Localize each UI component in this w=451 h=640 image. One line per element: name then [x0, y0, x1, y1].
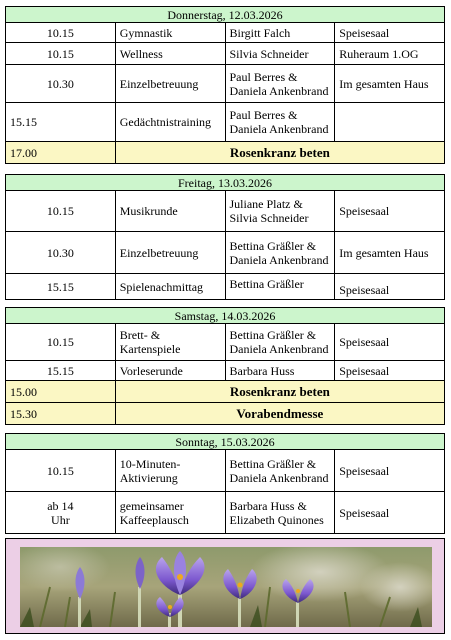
- table-row: [6, 23, 445, 43]
- table-row: [6, 324, 445, 361]
- table-row: [6, 232, 445, 274]
- location-cell: Speisesaal: [335, 361, 445, 381]
- schedule-day-saturday: [5, 307, 445, 425]
- location-cell: [335, 103, 445, 142]
- person-cell: Bettina Gräßler: [225, 274, 335, 300]
- crocus-photo: [20, 547, 432, 627]
- activity-cell: Wellness: [115, 43, 225, 65]
- person-cell: [225, 65, 335, 103]
- time-cell: 15.15: [6, 274, 116, 300]
- activity-line: Kaffeeplausch: [119, 512, 189, 527]
- time-line: Uhr: [51, 512, 70, 527]
- event-label: Vorabendmesse: [115, 403, 444, 425]
- person-line: Bettina Gräßler &: [229, 238, 317, 253]
- time-cell: 10.15: [6, 324, 116, 361]
- time-cell: [6, 492, 116, 534]
- location-cell: Ruheraum 1.OG: [335, 43, 445, 65]
- person-line: Barbara Huss &: [229, 498, 307, 513]
- location-cell: Speisesaal: [335, 191, 445, 232]
- table-row: [6, 43, 445, 65]
- table-row: [6, 361, 445, 381]
- activity-cell: Einzelbetreuung: [115, 232, 225, 274]
- activity-cell: Gymnastik: [115, 23, 225, 43]
- time-cell: 10.30: [6, 232, 116, 274]
- time-cell: 10.15: [6, 23, 116, 43]
- schedule-day-sunday: [5, 433, 445, 534]
- schedule-day-friday: [5, 174, 445, 300]
- day-header: Freitag, 13.03.2026: [6, 175, 445, 191]
- time-cell: 10.15: [6, 43, 116, 65]
- person-line: Paul Berres &: [229, 69, 298, 84]
- person-line: Daniela Ankenbrand: [229, 252, 329, 267]
- person-cell: [225, 450, 335, 492]
- event-label: Rosenkranz beten: [115, 142, 444, 164]
- person-cell: [225, 103, 335, 142]
- person-cell: [225, 232, 335, 274]
- time-line: ab 14: [47, 498, 74, 513]
- person-cell: [225, 492, 335, 534]
- location-cell: Speisesaal: [335, 450, 445, 492]
- table-row: [6, 492, 445, 534]
- activity-cell: Vorleserunde: [115, 361, 225, 381]
- table-row: [6, 191, 445, 232]
- activity-line: Aktivierung: [119, 470, 178, 485]
- table-row: [6, 274, 445, 300]
- activity-cell: Gedächtnistraining: [115, 103, 225, 142]
- person-line: Bettina Gräßler &: [229, 456, 317, 471]
- activity-line: gemeinsamer: [119, 498, 184, 513]
- person-cell: [225, 191, 335, 232]
- activity-cell: Einzelbetreuung: [115, 65, 225, 103]
- time-cell: 10.30: [6, 65, 116, 103]
- activity-cell: Brett- & Kartenspiele: [115, 324, 225, 361]
- highlight-row: [6, 381, 445, 403]
- time-cell: 17.00: [6, 142, 116, 164]
- person-cell: Silvia Schneider: [225, 43, 335, 65]
- time-cell: 10.15: [6, 450, 116, 492]
- activity-cell: [115, 492, 225, 534]
- person-line: Paul Berres &: [229, 108, 298, 122]
- person-line: Daniela Ankenbrand: [229, 122, 329, 136]
- time-cell: 15.15: [6, 103, 116, 142]
- person-line: Juliane Platz &: [229, 197, 303, 211]
- event-label: Rosenkranz beten: [115, 381, 444, 403]
- table-row: [6, 103, 445, 142]
- highlight-row: [6, 403, 445, 425]
- crocus-illustration: [20, 547, 432, 627]
- day-header: Samstag, 14.03.2026: [6, 308, 445, 324]
- location-cell: Im gesamten Haus: [335, 232, 445, 274]
- time-cell: 15.00: [6, 381, 116, 403]
- person-line: Daniela Ankenbrand: [229, 342, 329, 356]
- person-cell: Birgitt Falch: [225, 23, 335, 43]
- person-cell: [225, 324, 335, 361]
- person-cell: Barbara Huss: [225, 361, 335, 381]
- person-line: Bettina Gräßler &: [229, 328, 317, 342]
- highlight-row: [6, 142, 445, 164]
- person-line: Daniela Ankenbrand: [229, 83, 329, 98]
- location-cell: Im gesamten Haus: [335, 65, 445, 103]
- day-header: Donnerstag, 12.03.2026: [6, 7, 445, 23]
- person-line: Elizabeth Quinones: [229, 512, 324, 527]
- table-row: [6, 65, 445, 103]
- activity-cell: [115, 450, 225, 492]
- location-cell: Speisesaal: [335, 324, 445, 361]
- location-cell: Speisesaal: [335, 274, 445, 300]
- location-cell: Speisesaal: [335, 23, 445, 43]
- schedule-day-thursday: [5, 6, 445, 164]
- photo-frame: [5, 538, 445, 634]
- time-cell: 15.15: [6, 361, 116, 381]
- activity-cell: Musikrunde: [115, 191, 225, 232]
- time-cell: 15.30: [6, 403, 116, 425]
- person-line: Silvia Schneider: [229, 211, 309, 225]
- day-header: Sonntag, 15.03.2026: [6, 434, 445, 450]
- time-cell: 10.15: [6, 191, 116, 232]
- location-cell: Speisesaal: [335, 492, 445, 534]
- activity-line: 10-Minuten-: [119, 456, 181, 471]
- activity-cell: Spielenachmittag: [115, 274, 225, 300]
- table-row: [6, 450, 445, 492]
- person-line: Daniela Ankenbrand: [229, 470, 329, 485]
